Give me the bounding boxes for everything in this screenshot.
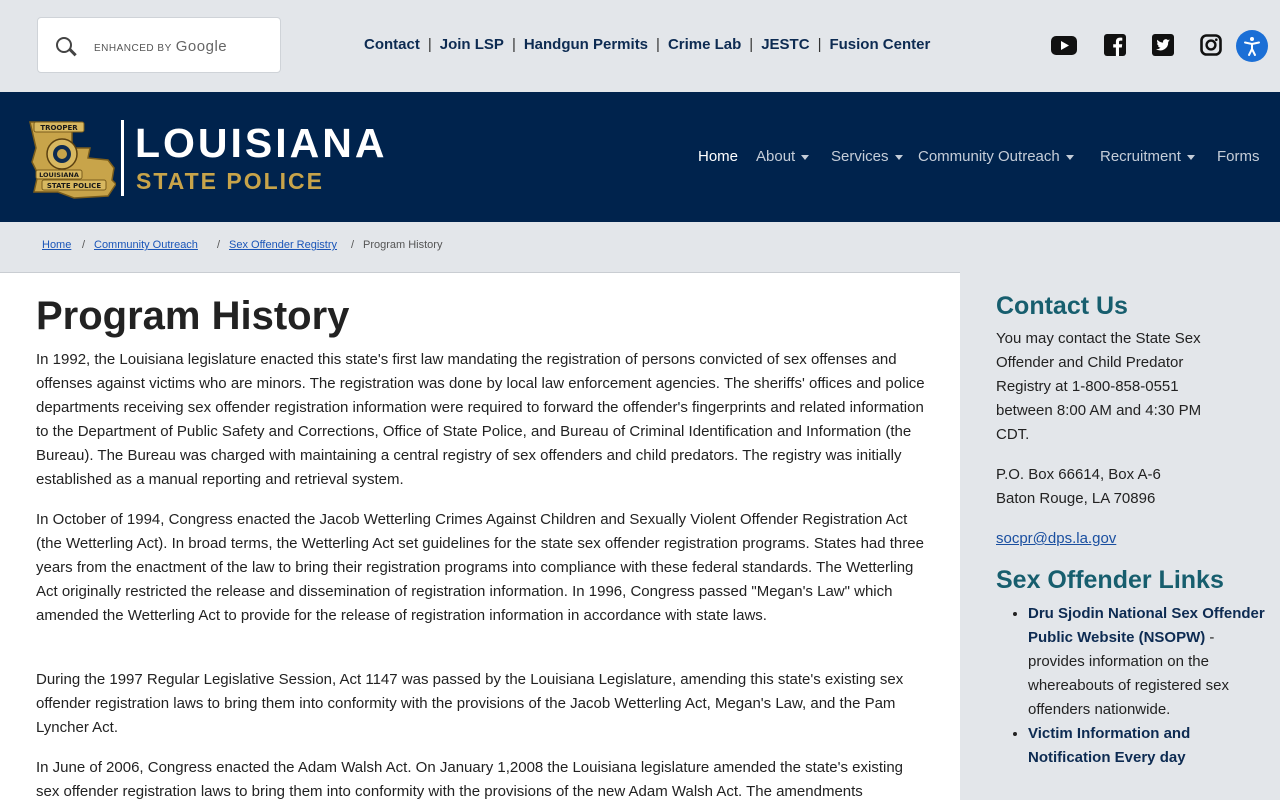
breadcrumb-separator: / [351, 239, 355, 251]
top-link-jestc[interactable]: JESTC [761, 36, 810, 53]
brand-subtitle[interactable]: STATE POLICE [136, 168, 324, 194]
nav-home[interactable]: Home [698, 148, 739, 165]
top-links: Contact | Join LSP | Handgun Permits | Crime Lab | JESTC | Fusion Center [364, 36, 931, 53]
top-link-handgun-permits[interactable]: Handgun Permits [523, 36, 649, 53]
chevron-down-icon [1187, 155, 1195, 160]
facebook-icon[interactable] [1102, 34, 1128, 56]
svg-text:TROOPER: TROOPER [40, 124, 78, 132]
sidebar [960, 272, 1280, 800]
breadcrumb-community-outreach[interactable]: Community Outreach [94, 239, 198, 251]
brand-title[interactable]: LOUISIANA [135, 120, 388, 166]
accessibility-icon[interactable] [1236, 30, 1268, 62]
utility-bar [0, 0, 1280, 92]
nav-recruitment[interactable]: Recruitment [1100, 148, 1195, 165]
search-icon[interactable] [56, 37, 72, 53]
paragraph-2006: In June of 2006, Congress enacted the Adam Walsh Act. On January 1,2008 the Louisiana legislature amended the state's existing sex offender registration laws to bring them into conformity with the provisions of the new Adam Walsh Act. The amendments [36, 759, 904, 800]
sex-offender-links-list [996, 602, 1273, 770]
breadcrumb [0, 222, 1280, 273]
chevron-down-icon [801, 155, 809, 160]
nav-community-outreach[interactable]: Community Outreach [918, 148, 1074, 165]
nav-forms[interactable]: Forms [1217, 148, 1260, 165]
chevron-down-icon [895, 155, 903, 160]
main-content [0, 272, 960, 800]
instagram-icon[interactable] [1198, 34, 1224, 56]
breadcrumb-sex-offender-registry[interactable]: Sex Offender Registry [229, 239, 338, 251]
top-link-join-lsp[interactable]: Join LSP [439, 36, 504, 53]
paragraph-1997: During the 1997 Regular Legislative Session, Act 1147 was passed by the Louisiana Legislature, amending this state's existing sex offender registration laws to bring them into conformity with the provisions of the Jacob Wetterling Act, Megan's Law, and the Pam Lyncher Act. [36, 671, 904, 736]
logo-divider [121, 120, 124, 196]
nsopw-link[interactable]: Dru Sjodin National Sex Offender Public Website (NSOPW) [1028, 605, 1265, 646]
nav-about[interactable]: About [756, 148, 809, 165]
chevron-down-icon [1066, 155, 1074, 160]
vine-link[interactable]: Victim Information and Notification Every day [1028, 725, 1191, 766]
breadcrumb-separator: / [217, 239, 221, 251]
top-link-fusion-center[interactable]: Fusion Center [829, 36, 931, 53]
list-item: • Dru Sjodin National Sex Offender Public Website (NSOPW) - provides information on the whereabouts of registered sex offenders nationwide. [1028, 602, 1273, 722]
nav-services[interactable]: Services [831, 148, 903, 165]
paragraph-1994: In October of 1994, Congress enacted the Jacob Wetterling Crimes Against Children and Sexually Violent Offender Registration Act (the Wetterling Act). In broad terms, the Wetterling Act set guidelines for the state sex offender registration programs. States had three years from the enactment of the law to bring their registration programs into compliance with these federal standards. The Wetterling Act originally restricted the release and dissemination of registration information. In 1996, Congress passed "Megan's Law" which amended the Wetterling Act to provide for the release of registration information in accordance with state laws. [36, 511, 924, 624]
svg-text:STATE POLICE: STATE POLICE [46, 182, 102, 190]
page-title: Program History [36, 294, 350, 338]
svg-text:LOUISIANA: LOUISIANA [39, 171, 79, 179]
top-link-crime-lab[interactable]: Crime Lab [667, 36, 742, 53]
contact-heading: Contact Us [996, 292, 1128, 320]
breadcrumb-current: Program History [363, 239, 443, 251]
breadcrumb-home[interactable]: Home [42, 239, 72, 251]
search-box[interactable] [37, 17, 281, 73]
breadcrumb-separator: / [82, 239, 86, 251]
list-item [1028, 722, 1273, 770]
youtube-icon[interactable] [1051, 34, 1077, 56]
sex-offender-links-heading: Sex Offender Links [996, 566, 1224, 594]
state-police-badge-logo[interactable] [28, 118, 116, 205]
address: P.O. Box 66614, Box A-6 Baton Rouge, LA 70896 [996, 466, 1161, 507]
top-link-contact[interactable]: Contact [364, 36, 420, 53]
contact-text: You may contact the State Sex Offender and Child Predator Registry at 1-800-858-0551 between 8:00 AM and 4:30 PM CDT. [996, 330, 1202, 443]
search-placeholder: ENHANCED BY Google [94, 38, 228, 55]
paragraph-1992: In 1992, the Louisiana legislature enacted this state's first law mandating the registration of persons convicted of sex offenses and offenses against victims who are minors. The registration was done by local law enforcement agencies. The sheriffs' offices and police departments receiving sex offender registration information were required to forward the offender's fingerprints and related information to the Department of Public Safety and Corrections, Office of State Police, and Bureau of Criminal Identification and Information (the Bureau). The Bureau was charged with maintaining a central registry of sex offenders and child predators. The registry was initially established as a manual reporting and retrieval system. [36, 351, 925, 488]
twitter-icon[interactable] [1150, 34, 1176, 56]
contact-email-link[interactable]: socpr@dps.la.gov [996, 530, 1117, 547]
